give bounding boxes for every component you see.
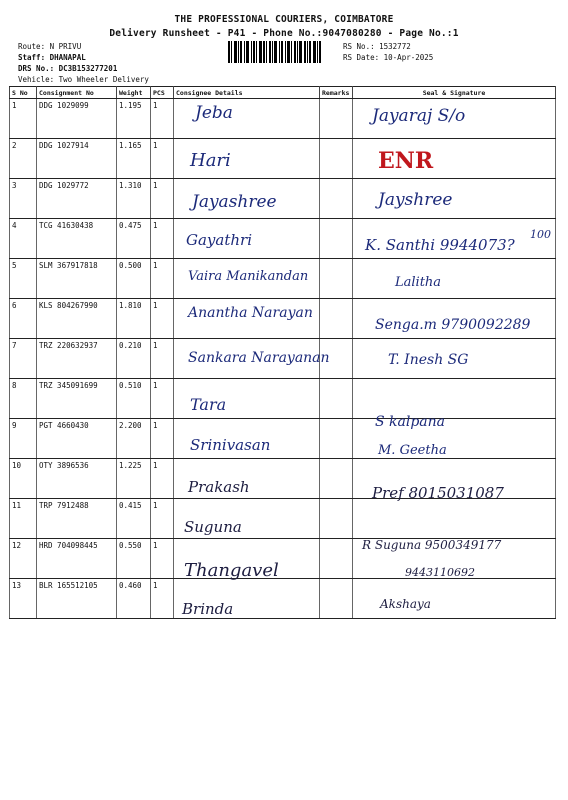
cell-sno: 3: [10, 179, 37, 219]
cell-sno: 2: [10, 139, 37, 179]
cell-signature: [353, 499, 556, 539]
cell-consignment: DDG 1027914: [37, 139, 117, 179]
table-row: [10, 139, 556, 179]
handwritten-consignee: Brinda: [182, 600, 234, 618]
handwritten-signature: M. Geetha: [378, 443, 447, 458]
cell-consignment: BLR 165512105: [37, 579, 117, 619]
cell-consignment: TCG 41630438: [37, 219, 117, 259]
cell-consignment: TRZ 220632937: [37, 339, 117, 379]
handwritten-consignee: Gayathri: [186, 231, 252, 249]
handwritten-consignee: Sankara Narayanan: [188, 350, 330, 366]
rs-date: RS Date: 10-Apr-2025: [343, 53, 434, 62]
handwritten-signature: Jayaraj S/o: [372, 106, 466, 126]
cell-weight: 0.475: [117, 219, 151, 259]
cell-pcs: 1: [151, 219, 174, 259]
cell-pcs: 1: [151, 459, 174, 499]
cell-consignment: DDG 1029772: [37, 179, 117, 219]
cell-remarks: [320, 499, 353, 539]
cell-pcs: 1: [151, 499, 174, 539]
cell-pcs: 1: [151, 99, 174, 139]
handwritten-consignee: Suguna: [184, 518, 242, 536]
handwritten-signature: ENR: [378, 148, 434, 174]
cell-pcs: 1: [151, 299, 174, 339]
cell-pcs: 1: [151, 539, 174, 579]
handwritten-consignee: Tara: [190, 395, 227, 414]
cell-sno: 4: [10, 219, 37, 259]
handwritten-signature: Jayshree: [378, 190, 453, 210]
cell-consignment: PGT 4660430: [37, 419, 117, 459]
cell-remarks: [320, 539, 353, 579]
cell-weight: 1.810: [117, 299, 151, 339]
rs-number: RS No.: 1532772: [343, 42, 411, 51]
cell-sno: 1: [10, 99, 37, 139]
handwritten-signature: K. Santhi 9944073?: [365, 236, 515, 254]
handwritten-consignee: Jayashree: [192, 192, 277, 212]
cell-weight: 0.500: [117, 259, 151, 299]
cell-weight: 0.210: [117, 339, 151, 379]
cell-remarks: [320, 179, 353, 219]
cell-remarks: [320, 379, 353, 419]
table-row: [10, 579, 556, 619]
cell-pcs: 1: [151, 339, 174, 379]
handwritten-consignee: Hari: [190, 150, 231, 171]
cell-pcs: 1: [151, 419, 174, 459]
cell-signature: [353, 379, 556, 419]
cell-consignment: TRZ 345091699: [37, 379, 117, 419]
route-label: Route: N PRIVU: [18, 42, 82, 51]
handwritten-consignee: Thangavel: [184, 560, 279, 581]
cell-weight: 0.415: [117, 499, 151, 539]
cell-weight: 0.460: [117, 579, 151, 619]
handwritten-consignee: Jeba: [195, 103, 233, 123]
table-header-row: [10, 87, 556, 99]
col-signature: Seal & Signature: [353, 87, 556, 99]
cell-remarks: [320, 459, 353, 499]
table-row: [10, 179, 556, 219]
table-row: [10, 499, 556, 539]
handwritten-signature: Lalitha: [395, 275, 442, 290]
col-remarks: Remarks: [320, 87, 353, 99]
col-consignee: Consignee Details: [174, 87, 320, 99]
table-row: [10, 419, 556, 459]
cell-sno: 12: [10, 539, 37, 579]
handwritten-consignee: Srinivasan: [190, 436, 271, 454]
col-consignment: Consignment No: [37, 87, 117, 99]
barcode: [228, 41, 338, 63]
handwritten-signature: T. Inesh SG: [388, 352, 469, 368]
handwritten-signature: Akshaya: [380, 597, 431, 611]
cell-sno: 11: [10, 499, 37, 539]
handwritten-note: 100: [530, 228, 551, 241]
cell-remarks: [320, 219, 353, 259]
col-weight: Weight: [117, 87, 151, 99]
cell-weight: 1.195: [117, 99, 151, 139]
handwritten-consignee: Anantha Narayan: [188, 305, 313, 321]
drs-number: DRS No.: DC3B153277201: [18, 64, 118, 73]
cell-consignment: SLM 367917818: [37, 259, 117, 299]
staff-label: Staff: DHANAPAL: [18, 53, 86, 62]
cell-remarks: [320, 579, 353, 619]
vehicle-label: Vehicle: Two Wheeler Delivery: [18, 75, 149, 84]
handwritten-signature: Pref 8015031087: [372, 484, 504, 502]
cell-consignment: HRD 704098445: [37, 539, 117, 579]
handwritten-signature: S kalpana: [375, 414, 446, 430]
cell-sno: 8: [10, 379, 37, 419]
cell-sno: 10: [10, 459, 37, 499]
cell-pcs: 1: [151, 259, 174, 299]
handwritten-signature: R Suguna 9500349177: [362, 538, 502, 552]
cell-sno: 6: [10, 299, 37, 339]
handwritten-signature: Senga.m 9790092289: [375, 317, 531, 333]
cell-pcs: 1: [151, 179, 174, 219]
cell-sno: 7: [10, 339, 37, 379]
cell-pcs: 1: [151, 379, 174, 419]
table-row: [10, 99, 556, 139]
cell-remarks: [320, 99, 353, 139]
handwritten-consignee: Prakash: [188, 478, 250, 496]
cell-pcs: 1: [151, 579, 174, 619]
cell-consignment: KLS 804267990: [37, 299, 117, 339]
runsheet-subtitle: Delivery Runsheet - P41 - Phone No.:9047080280 - Page No.:1: [109, 28, 459, 39]
cell-weight: 0.550: [117, 539, 151, 579]
cell-weight: 1.310: [117, 179, 151, 219]
cell-remarks: [320, 419, 353, 459]
cell-consignment: OTY 3896536: [37, 459, 117, 499]
cell-weight: 1.225: [117, 459, 151, 499]
table-row: [10, 379, 556, 419]
cell-sno: 9: [10, 419, 37, 459]
cell-remarks: [320, 139, 353, 179]
cell-sno: 13: [10, 579, 37, 619]
company-title: THE PROFESSIONAL COURIERS, COIMBATORE: [174, 14, 394, 25]
col-pcs: PCS: [151, 87, 174, 99]
cell-remarks: [320, 299, 353, 339]
cell-consignment: DDG 1029099: [37, 99, 117, 139]
cell-sno: 5: [10, 259, 37, 299]
handwritten-signature: 9443110692: [405, 566, 475, 579]
cell-consignment: TRP 7912488: [37, 499, 117, 539]
cell-weight: 0.510: [117, 379, 151, 419]
cell-weight: 1.165: [117, 139, 151, 179]
cell-pcs: 1: [151, 139, 174, 179]
col-sno: S No: [10, 87, 37, 99]
cell-signature: [353, 259, 556, 299]
cell-weight: 2.200: [117, 419, 151, 459]
handwritten-consignee: Vaira Manikandan: [188, 269, 309, 284]
